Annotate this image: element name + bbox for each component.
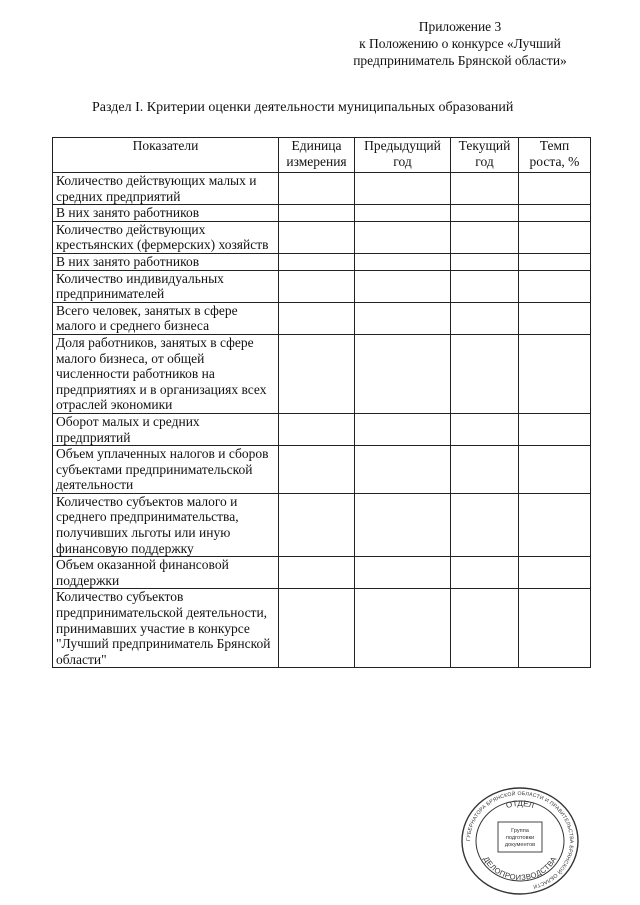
stamp-outer-text: ГУБЕРНАТОРА БРЯНСКОЙ ОБЛАСТИ И ПРАВИТЕЛЬСТВА БРЯНСКОЙ ОБЛАСТИ	[465, 790, 575, 890]
stamp-center-line-2: подготовки	[505, 835, 535, 841]
official-stamp	[458, 786, 582, 896]
indicator-cell: В них занято работников	[53, 253, 279, 270]
indicator-cell: В них занято работников	[53, 205, 279, 222]
unit-cell	[279, 173, 355, 205]
unit-cell	[279, 270, 355, 302]
table-row	[53, 221, 591, 253]
unit-cell	[279, 493, 355, 556]
table-row	[53, 270, 591, 302]
table-row	[53, 173, 591, 205]
indicator-cell: Количество субъектов малого и среднего предпринимательства, получивших льготы или иную финансовую поддержку	[53, 493, 279, 556]
unit-cell	[279, 557, 355, 589]
previous-year-cell	[355, 221, 451, 253]
growth-rate-cell	[519, 589, 591, 668]
growth-rate-cell	[519, 446, 591, 494]
stamp-title-bottom: ДЕЛОПРОИЗВОДСТВА	[481, 854, 559, 883]
table-row	[53, 446, 591, 494]
previous-year-cell	[355, 493, 451, 556]
indicator-cell: Количество субъектов предпринимательской деятельности, принимавших участие в конкурсе "Лучший предприниматель Брянской области"	[53, 589, 279, 668]
stamp-title-top: ОТДЕЛ	[505, 798, 536, 811]
current-year-cell	[451, 589, 519, 668]
unit-cell	[279, 221, 355, 253]
indicator-cell: Количество индивидуальных предпринимателей	[53, 270, 279, 302]
header-indicators: Показатели	[53, 138, 279, 173]
growth-rate-cell	[519, 205, 591, 222]
table-row	[53, 205, 591, 222]
unit-cell	[279, 334, 355, 413]
current-year-cell	[451, 413, 519, 445]
indicator-cell: Всего человек, занятых в сфере малого и среднего бизнеса	[53, 302, 279, 334]
previous-year-cell	[355, 270, 451, 302]
growth-rate-cell	[519, 221, 591, 253]
appendix-line-3: предприниматель Брянской области»	[353, 53, 567, 68]
growth-rate-cell	[519, 302, 591, 334]
stamp-center-line-3: документов	[504, 842, 536, 848]
appendix-line-1: Приложение 3	[418, 19, 502, 34]
stamp-center-line-1: Группа	[511, 828, 529, 834]
growth-rate-cell	[519, 253, 591, 270]
current-year-cell	[451, 221, 519, 253]
unit-cell	[279, 589, 355, 668]
section-title: Раздел I. Критерии оценки деятельности муниципальных образований	[92, 100, 514, 115]
indicator-cell: Объем оказанной финансовой поддержки	[53, 557, 279, 589]
header-unit: Единица измерения	[279, 138, 355, 173]
table-row	[53, 493, 591, 556]
appendix-header	[310, 18, 610, 69]
previous-year-cell	[355, 334, 451, 413]
table-row	[53, 302, 591, 334]
growth-rate-cell	[519, 557, 591, 589]
header-current-year: Текущий год	[451, 138, 519, 173]
current-year-cell	[451, 446, 519, 494]
table-row	[53, 253, 591, 270]
indicator-cell: Объем уплаченных налогов и сборов субъектами предпринимательской деятельности	[53, 446, 279, 494]
current-year-cell	[451, 270, 519, 302]
appendix-line-2: к Положению о конкурсе «Лучший	[359, 36, 561, 51]
svg-text:ОТДЕЛ	[505, 799, 535, 810]
previous-year-cell	[355, 557, 451, 589]
previous-year-cell	[355, 589, 451, 668]
header-previous-year: Предыдущий год	[355, 138, 451, 173]
previous-year-cell	[355, 446, 451, 494]
growth-rate-cell	[519, 173, 591, 205]
criteria-table	[52, 137, 591, 668]
indicator-cell: Количество действующих малых и средних предприятий	[53, 173, 279, 205]
growth-rate-cell	[519, 334, 591, 413]
growth-rate-cell	[519, 493, 591, 556]
table-row	[53, 334, 591, 413]
current-year-cell	[451, 334, 519, 413]
unit-cell	[279, 253, 355, 270]
previous-year-cell	[355, 253, 451, 270]
indicator-cell: Доля работников, занятых в сфере малого бизнеса, от общей численности работников на предприятиях и в организациях всех отраслей экономики	[53, 334, 279, 413]
previous-year-cell	[355, 302, 451, 334]
table-row	[53, 589, 591, 668]
previous-year-cell	[355, 205, 451, 222]
unit-cell	[279, 446, 355, 494]
unit-cell	[279, 205, 355, 222]
growth-rate-cell	[519, 413, 591, 445]
indicator-cell: Количество действующих крестьянских (фермерских) хозяйств	[53, 221, 279, 253]
unit-cell	[279, 413, 355, 445]
indicator-cell: Оборот малых и средних предприятий	[53, 413, 279, 445]
current-year-cell	[451, 253, 519, 270]
current-year-cell	[451, 173, 519, 205]
current-year-cell	[451, 302, 519, 334]
table-row	[53, 413, 591, 445]
current-year-cell	[451, 557, 519, 589]
previous-year-cell	[355, 413, 451, 445]
current-year-cell	[451, 205, 519, 222]
unit-cell	[279, 302, 355, 334]
header-growth-rate: Темп роста, %	[519, 138, 591, 173]
table-row	[53, 557, 591, 589]
previous-year-cell	[355, 173, 451, 205]
growth-rate-cell	[519, 270, 591, 302]
current-year-cell	[451, 493, 519, 556]
table-header-row	[53, 138, 591, 173]
